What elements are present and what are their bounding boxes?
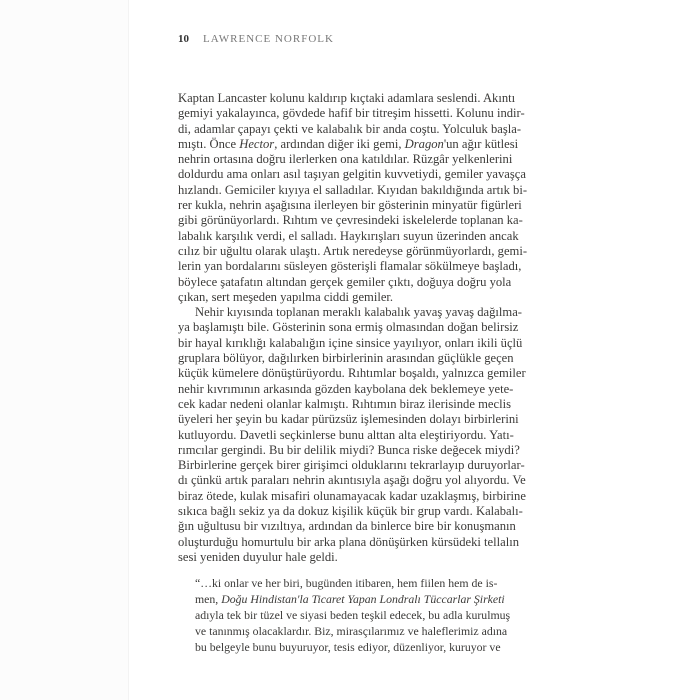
text-line: [178, 534, 520, 550]
text-line: [178, 397, 511, 412]
text-run: di, adamlar çapayı çekti ve kalabalık bir anda coştu. Yolculuk başla-: [178, 121, 522, 136]
text-line: [178, 351, 514, 366]
text-line: [178, 259, 522, 274]
text-line: [195, 591, 505, 607]
text-run: hızlandı. Gemiciler kıyıya el salladılar. Kıyıdan bakıldığında artık bi-: [178, 182, 528, 197]
text-run: ya başlamıştı bile. Gösterinin sona ermiş olmasından doğan belirsiz: [178, 320, 519, 335]
text-run: sıkıca bağlı sekiz ya da dokuz kişilik küçük bir grup vardı. Kalabalı-: [178, 504, 523, 519]
text-line: [178, 458, 525, 473]
text-line: [195, 639, 501, 655]
text-line: [178, 305, 522, 320]
text-run: Kaptan Lancaster kolunu kaldırıp kıçtaki adamlara seslendi. Akıntı: [178, 91, 516, 105]
text-line: [178, 519, 516, 534]
text-run: böylece şatafatın altından gerçek gemiler çıktı, doğuya doğru yola: [178, 274, 512, 289]
text-run: oluşturduğu homurtulu bir arka plana dönüşürken kürsüdeki tellalın: [178, 534, 520, 549]
text-run: gibi görünüyorlardı. Rıhtım ve çevresindeki iskelelerde toplanan ka-: [178, 213, 523, 228]
text-line: [178, 320, 519, 335]
page-number: 10: [178, 33, 189, 45]
text-line: [195, 575, 496, 591]
text-run: adıyla tek bir tüzel ve siyasi beden teşkil edecek, bu adla kurulmuş: [195, 608, 511, 622]
running-head-author: LAWRENCE NORFOLK: [203, 33, 334, 45]
text-run: nehir kıvrımının arkasında gözden kaybolana dek beklemeye yete-: [178, 381, 514, 396]
text-line: [178, 136, 519, 152]
text-line: [195, 607, 511, 623]
text-line: [178, 243, 528, 259]
text-run: rer kukla, nehrin aşağısına ilerleyen bir gösterinin minyatür figürleri: [178, 198, 522, 213]
text-line: [178, 182, 528, 198]
text-run: men,: [195, 592, 222, 606]
italic-text: Hector: [239, 136, 275, 151]
text-run: üyeleri her şeyin bu kadar pürüzsüz işlemesinden dolayı birbirlerini: [178, 412, 519, 427]
text-run: nehrin ortasına doğru ilerlerken ona katıldılar. Rüzgâr yelkenlerini: [178, 152, 513, 167]
text-run: bir hayal kırıklığı kalabalığın içine sinsice yayılıyor, onları ikili üçlü: [178, 335, 523, 350]
text-run: biraz ötede, kulak misafiri olunamayacak kadar uzaklaşmış, birbirine: [178, 488, 526, 503]
text-line: [178, 488, 526, 504]
text-run: labalık karşılık verdi, el salladı. Haykırışları suyun üzerinden ancak: [178, 228, 519, 243]
text-run: gruplara bölüyor, dağılırken birbirlerinin arasından güçlükle geçen: [178, 351, 514, 366]
text-run: kutluyordu. Davetli seçkinlerse bunu alttan alta eleştiriyordu. Yatı-: [178, 427, 514, 442]
text-line: [178, 152, 511, 167]
text-line: [178, 366, 526, 381]
text-line: [178, 335, 523, 351]
text-line: [195, 623, 508, 639]
text-run: küçük kümelere dönüştürüyordu. Rıhtımlar boşaldı, yalnızca gemiler: [178, 366, 526, 381]
text-line: [178, 473, 526, 488]
text-run: , ardından diğer iki gemi,: [274, 136, 405, 151]
body-text: [178, 91, 528, 565]
text-run: ve tanınmış olacaklardır. Biz, mirasçılarımız ve haleflerimiz adına: [195, 624, 508, 638]
running-header: [178, 33, 334, 45]
text-run: cılız bir uğultu olarak ulaştı. Artık neredeyse görünmüyorlardı, gemi-: [178, 243, 528, 258]
text-line: [178, 91, 516, 106]
text-line: [178, 106, 525, 121]
text-line: [178, 228, 519, 244]
text-line: [178, 290, 511, 305]
text-run: 'un ağır kütlesi: [443, 136, 519, 151]
page-edge: [0, 0, 129, 700]
text-run: Birbirlerine gerçek birer girişimci olduklarını tekrarlayıp duruyorlar-: [178, 458, 525, 473]
text-line: [178, 121, 522, 137]
text-run: rımcılar gergindi. Bu bir delilik miydi? Bunca riske değecek miydi?: [178, 442, 520, 457]
text-line: [178, 412, 519, 427]
text-line: [178, 550, 511, 565]
text-run: mıştı. Önce: [178, 136, 240, 151]
text-line: [178, 198, 522, 213]
block-quote: [195, 575, 511, 655]
text-line: [178, 504, 523, 519]
text-line: [178, 381, 514, 397]
italic-text: Dragon: [404, 136, 444, 151]
text-run: cek kadar nedeni olanlar kalmıştı. Rıhtımın biraz ilerisinde meclis: [178, 396, 511, 411]
text-run: çıkan, sert meşeden yapılma ciddi gemiler.: [178, 289, 394, 304]
text-line: [178, 427, 514, 443]
text-run: ğın uğultusu bir vızıltıya, ardından da binlerce bire bir konuşmanın: [178, 519, 516, 534]
text-run: Nehir kıyısında toplanan meraklı kalabalık yavaş yavaş dağılma-: [195, 305, 522, 320]
text-run: dı çünkü artık paraları nehrin akıntısıyla aşağı doğru yol alıyordu. Ve: [178, 473, 526, 488]
text-line: [178, 442, 520, 458]
text-line: [178, 213, 523, 228]
text-line: [178, 275, 511, 290]
text-run: sesi yeniden duyulur hale geldi.: [178, 549, 338, 564]
text-run: gemiyi yakalayınca, gövdede hafif bir titreşim hissetti. Kolunu indir-: [178, 106, 525, 121]
text-line: [178, 167, 526, 182]
italic-text: Doğu Hindistan'la Ticaret Yapan Londralı Tüccarlar Şirketi: [221, 592, 505, 606]
text-run: bu belgeyle bunu buyuruyor, tesis ediyor, düzenliyor, kuruyor ve: [195, 640, 501, 654]
text-run: doldurdu ama onları asıl taşıyan gelgitin kuvvetiydi, gemiler yavaşça: [178, 167, 526, 182]
text-run: “…ki onlar ve her biri, bugünden itibaren, hem fiilen hem de is-: [195, 576, 498, 590]
text-run: lerin yan bordalarını süsleyen gösterişli flamalar sökülmeye başladı,: [178, 259, 522, 274]
